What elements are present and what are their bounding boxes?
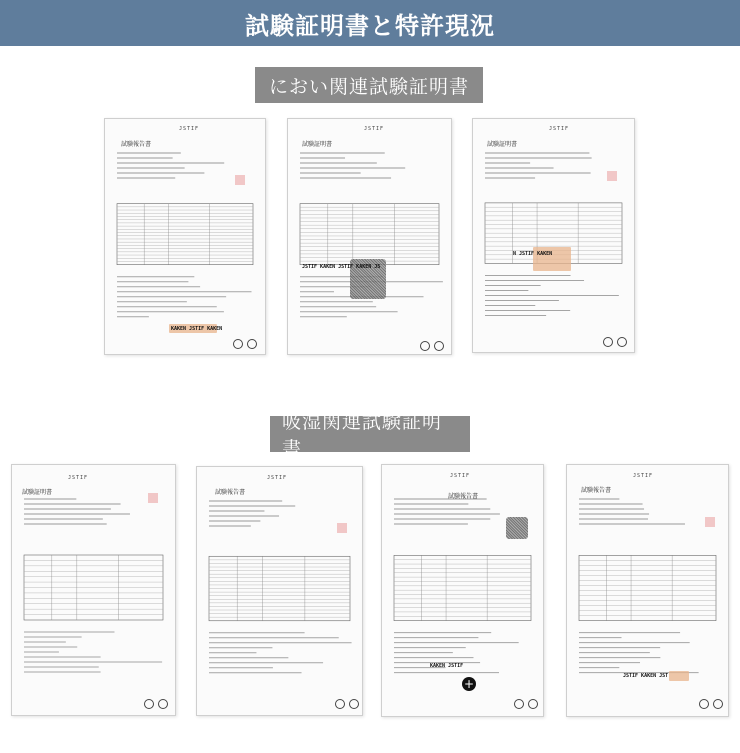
document-table bbox=[394, 555, 531, 620]
round-seal bbox=[617, 337, 627, 347]
document-header: JSTIF bbox=[364, 126, 385, 132]
round-seal bbox=[603, 337, 613, 347]
company-seal bbox=[705, 517, 715, 527]
moisture-certificate-2 bbox=[196, 466, 363, 716]
test-stamp-text: JSTIF KAKEN JSTIF KAKEN JS bbox=[302, 264, 381, 270]
round-seal bbox=[349, 699, 359, 709]
test-stamp-text: KAKEN JSTIF KAKEN bbox=[171, 326, 223, 332]
odor-certificate-1 bbox=[104, 118, 266, 355]
round-seal bbox=[434, 341, 444, 351]
moisture-certificate-4 bbox=[566, 464, 729, 717]
document-header: JSTIF bbox=[633, 473, 654, 479]
section-label-odor bbox=[255, 67, 483, 103]
document-header: JSTIF bbox=[450, 473, 471, 479]
document-header: JSTIF bbox=[267, 475, 288, 481]
document-title: 試験報告書 bbox=[121, 141, 152, 148]
company-seal bbox=[607, 171, 617, 181]
company-seal bbox=[235, 175, 245, 185]
document-header: JSTIF bbox=[68, 475, 89, 481]
page-title: 試験証明書と特許現況 bbox=[245, 11, 495, 40]
document-title: 試験証明書 bbox=[302, 141, 333, 148]
document-table bbox=[579, 555, 716, 620]
round-seal bbox=[233, 339, 243, 349]
round-seal bbox=[420, 341, 430, 351]
moisture-certificate-1 bbox=[11, 464, 176, 716]
document-title: 試験報告書 bbox=[215, 489, 246, 496]
document-title: 試験証明書 bbox=[487, 141, 518, 148]
odor-certificate-2 bbox=[287, 118, 452, 355]
moisture-certificate-3 bbox=[381, 464, 544, 717]
document-header: JSTIF bbox=[549, 126, 570, 132]
document-header: JSTIF bbox=[179, 126, 200, 132]
document-lines bbox=[197, 467, 362, 715]
document-title: 試験報告書 bbox=[581, 487, 612, 494]
round-seal bbox=[528, 699, 538, 709]
document-lines bbox=[382, 465, 543, 716]
round-seal bbox=[335, 699, 345, 709]
document-seal-smudge bbox=[506, 517, 528, 539]
plus-icon: + bbox=[463, 677, 475, 691]
round-seal bbox=[144, 699, 154, 709]
round-seal bbox=[158, 699, 168, 709]
document-title: 試験報告書 bbox=[448, 493, 479, 500]
document-lines bbox=[105, 119, 265, 354]
test-stamp-text: KAKEN JSTIF bbox=[430, 663, 464, 669]
document-table bbox=[117, 204, 253, 265]
test-stamp-text: JSTIF KAKEN JST bbox=[623, 673, 669, 679]
section-label-moisture bbox=[270, 411, 470, 460]
document-lines bbox=[288, 119, 451, 354]
company-seal bbox=[337, 523, 347, 533]
test-stamp-text: N JSTIF KAKEN bbox=[513, 251, 553, 257]
document-table bbox=[300, 204, 439, 265]
round-seal bbox=[713, 699, 723, 709]
round-seal bbox=[699, 699, 709, 709]
round-seal bbox=[514, 699, 524, 709]
document-title: 試験証明書 bbox=[22, 489, 53, 496]
section-label-odor-text: におい関連試験証明書 bbox=[268, 75, 469, 98]
document-lines bbox=[473, 119, 634, 352]
odor-certificate-3 bbox=[472, 118, 635, 353]
section-label-moisture-text: 吸湿関連試験証明書 bbox=[282, 411, 443, 460]
test-stamp bbox=[669, 671, 689, 681]
page-title-banner bbox=[0, 0, 740, 46]
company-seal bbox=[148, 493, 158, 503]
round-seal bbox=[247, 339, 257, 349]
